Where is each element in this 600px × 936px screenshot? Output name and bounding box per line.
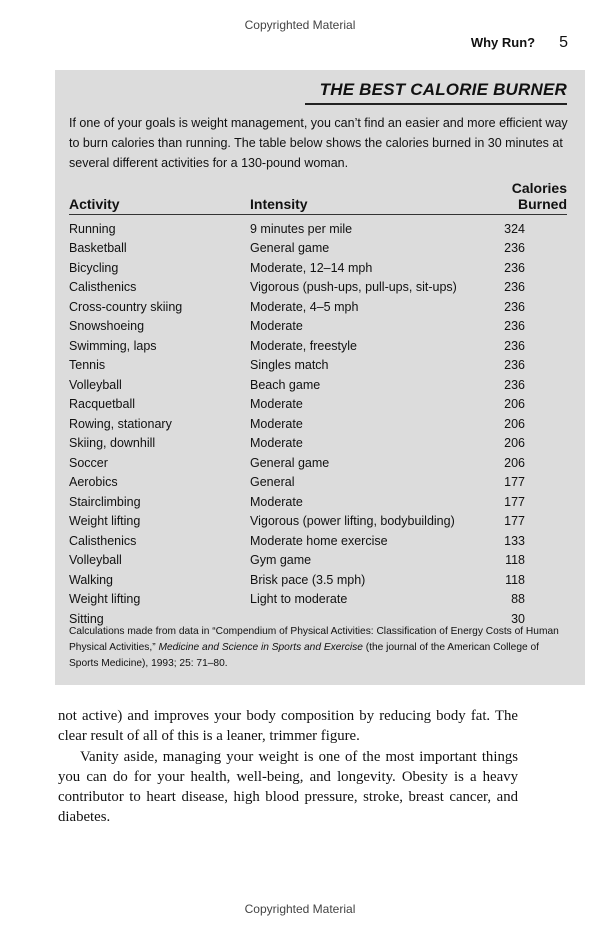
table-row	[69, 258, 567, 278]
page-number: 5	[559, 34, 568, 51]
activity-cell: Calisthenics	[69, 280, 137, 295]
table-row	[69, 317, 567, 337]
intensity-cell: General game	[250, 455, 330, 470]
intensity-cell: Moderate, 12–14 mph	[250, 260, 373, 275]
activity-cell: Skiing, downhill	[69, 436, 156, 451]
calories-cell: 30	[511, 611, 525, 626]
calories-cell: 133	[504, 533, 525, 548]
table-row	[69, 434, 567, 454]
activity-cell: Racquetball	[69, 397, 136, 412]
intensity-cell: Moderate, freestyle	[250, 338, 357, 353]
activity-cell: Rowing, stationary	[69, 416, 172, 431]
calories-cell: 236	[504, 280, 525, 295]
table-header-row	[69, 180, 567, 215]
copyright-notice-bottom: Copyrighted Material	[244, 902, 356, 916]
table-row	[69, 551, 567, 571]
intensity-cell: Singles match	[250, 358, 329, 373]
intensity-cell: Moderate	[250, 319, 303, 334]
calories-cell: 324	[504, 221, 525, 236]
table-row	[69, 297, 567, 317]
body-paragraph: Vanity aside, managing your weight is one of the most important things you can do for your health, well-being, and longevity. Obesity is a heavy contributor to heart disease, high blood pressure, stroke, breast cancer, and diabetes.	[58, 748, 518, 826]
intensity-cell: Vigorous (push-ups, pull-ups, sit-ups)	[250, 280, 457, 295]
activity-cell: Bicycling	[69, 260, 119, 275]
activity-cell: Stairclimbing	[69, 494, 141, 509]
table-row	[69, 512, 567, 532]
activity-cell: Weight lifting	[69, 592, 141, 607]
calories-cell: 236	[504, 299, 525, 314]
column-header-activity: Activity	[69, 180, 250, 215]
calories-cell: 206	[504, 455, 525, 470]
activity-cell: Sitting	[69, 611, 104, 626]
intensity-cell: Vigorous (power lifting, bodybuilding)	[250, 514, 455, 529]
intensity-cell: 9 minutes per mile	[250, 221, 353, 236]
activity-cell: Calisthenics	[69, 533, 137, 548]
source-text-end: (the journal of the American College of Sports Medicine), 1993; 25: 71–80.	[69, 642, 540, 669]
calories-cell: 177	[504, 494, 525, 509]
table-row	[69, 215, 567, 239]
calories-cell: 236	[504, 260, 525, 275]
activity-cell: Snowshoeing	[69, 319, 145, 334]
calories-cell: 236	[504, 338, 525, 353]
activity-cell: Cross-country skiing	[69, 299, 183, 314]
table-row	[69, 570, 567, 590]
intensity-cell: Moderate home exercise	[250, 533, 388, 548]
sidebar-title: THE BEST CALORIE BURNER	[319, 80, 567, 99]
activity-cell: Soccer	[69, 455, 108, 470]
calories-cell: 236	[504, 358, 525, 373]
intensity-cell: Moderate, 4–5 mph	[250, 299, 359, 314]
activity-cell: Swimming, laps	[69, 338, 157, 353]
intensity-cell: Light to moderate	[250, 592, 348, 607]
activity-cell: Walking	[69, 572, 113, 587]
table-row	[69, 395, 567, 415]
table-row	[69, 336, 567, 356]
running-head	[471, 34, 568, 52]
table-row	[69, 356, 567, 376]
calories-cell: 236	[504, 241, 525, 256]
source-journal: Medicine and Science in Sports and Exercise	[158, 642, 363, 653]
calories-cell: 236	[504, 377, 525, 392]
calorie-sidebar	[55, 70, 585, 685]
activity-cell: Running	[69, 221, 116, 236]
table-row	[69, 239, 567, 259]
copyright-notice-top: Copyrighted Material	[244, 18, 356, 32]
activity-cell: Basketball	[69, 241, 127, 256]
table-row	[69, 473, 567, 493]
intensity-cell: Moderate	[250, 436, 303, 451]
intensity-cell: Moderate	[250, 494, 303, 509]
source-text: Calculations made from data in “Compendium of Physical Activities: Classification of Energy Costs of Human Physical Activities,”	[69, 626, 559, 653]
intensity-cell: Beach game	[250, 377, 321, 392]
table-row	[69, 590, 567, 610]
intensity-cell: Brisk pace (3.5 mph)	[250, 572, 366, 587]
calories-cell: 118	[505, 553, 525, 568]
calories-cell: 206	[504, 397, 525, 412]
source-citation	[69, 624, 569, 672]
activity-cell: Volleyball	[69, 553, 122, 568]
calorie-table	[69, 180, 567, 629]
table-row	[69, 492, 567, 512]
calories-cell: 206	[504, 436, 525, 451]
calories-cell: 177	[504, 514, 525, 529]
table-row	[69, 531, 567, 551]
calories-cell: 206	[504, 416, 525, 431]
calories-cell: 118	[505, 572, 525, 587]
title-rule	[305, 103, 567, 105]
chapter-title: Why Run?	[470, 35, 536, 50]
intensity-cell: Gym game	[250, 553, 312, 568]
body-paragraph: not active) and improves your body composition by reducing body fat. The clear result of all of this is a leaner, trimmer figure.	[58, 708, 518, 745]
table-row	[69, 414, 567, 434]
table-row	[69, 278, 567, 298]
activity-cell: Weight lifting	[69, 514, 141, 529]
table-row	[69, 453, 567, 473]
intensity-cell: General	[250, 475, 295, 490]
intensity-cell: General game	[250, 241, 330, 256]
calories-cell: 177	[504, 475, 525, 490]
table-body	[69, 215, 567, 629]
column-header-calories: Calories Burned	[472, 180, 567, 215]
calories-cell: 88	[511, 592, 525, 607]
intensity-cell: Moderate	[250, 397, 303, 412]
calories-cell: 236	[504, 319, 525, 334]
body-text	[58, 706, 518, 828]
activity-cell: Tennis	[69, 358, 106, 373]
intensity-cell: Moderate	[250, 416, 303, 431]
column-header-intensity: Intensity	[250, 180, 472, 215]
table-row	[69, 375, 567, 395]
sidebar-intro: If one of your goals is weight management, you can’t find an easier and more efficient way to burn calories than running. The table below shows the calories burned in 30 minutes at several different activities for a 130-pound woman.	[69, 116, 568, 170]
activity-cell: Aerobics	[69, 475, 118, 490]
activity-cell: Volleyball	[69, 377, 122, 392]
